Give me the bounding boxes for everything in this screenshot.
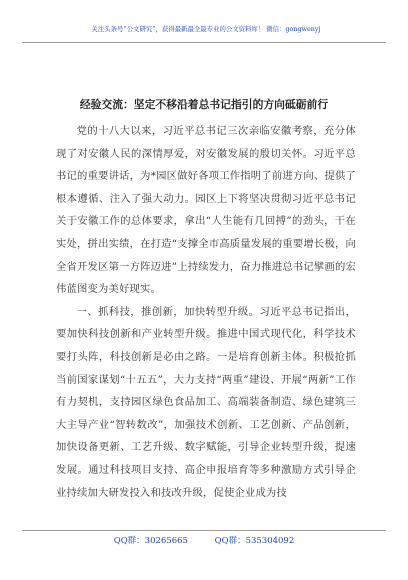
footer-divider bbox=[22, 530, 386, 531]
document-title: 经验交流：坚定不移沿着总书记指引的方向砥砺前行 bbox=[79, 98, 329, 111]
header-divider bbox=[22, 42, 386, 43]
qq-group-2: QQ群：535304092 bbox=[214, 536, 295, 546]
footer-contacts bbox=[0, 535, 408, 547]
qq-group-1: QQ群：30265665 bbox=[113, 536, 188, 546]
document-body bbox=[56, 120, 356, 504]
header-notice: 关注头条号“公文研究”，获得最新最全最专业的公文资料库！ 微信：gongwenyj bbox=[91, 25, 321, 33]
paragraph-intro: 党的十八大以来，习近平总书记三次亲临安徽考察，充分体现了对安徽人民的深情厚爱，对安徽发展的殷切关怀。习近平总书记的重要讲话，为*园区做好各项工作指明了前进方向、提供了根本遵循、注入了强大动力。园区上下将坚决贯彻习近平总书记关于安徽工作的总体要求，拿出“人生能有几回搏”的劲头，干在实处，拼出实绩，在打造“支撑全市高质量发展的重要增长极，向全省开发区第一方阵迈进”上持续发力，奋力推进总书记擘画的宏伟蓝图变为美好现实。 bbox=[56, 125, 356, 296]
paragraph-section-one: 一、抓科技，推创新，加快转型升级。习近平总书记指出，要加快科技创新和产业转型升级。推进中国式现代化，科学技术要打头阵，科技创新是必由之路。一是培育创新主体。积极抢抓当前国家谋划“十五五”，大力支持“两重”建设、开展“两新”工作有力契机，支持园区绿色食品加工、高端装备制造、绿色建筑三大主导产业“智转数改”，加强技术创新、工艺创新、产品创新，加快设备更新、工艺升级、数字赋能，引导企业转型升级，提速发展。通过科技项目支持、高企申报培育等多种激励方式引导企业持续加大研发投入和技改升级，促使企业成为技 bbox=[56, 305, 356, 499]
